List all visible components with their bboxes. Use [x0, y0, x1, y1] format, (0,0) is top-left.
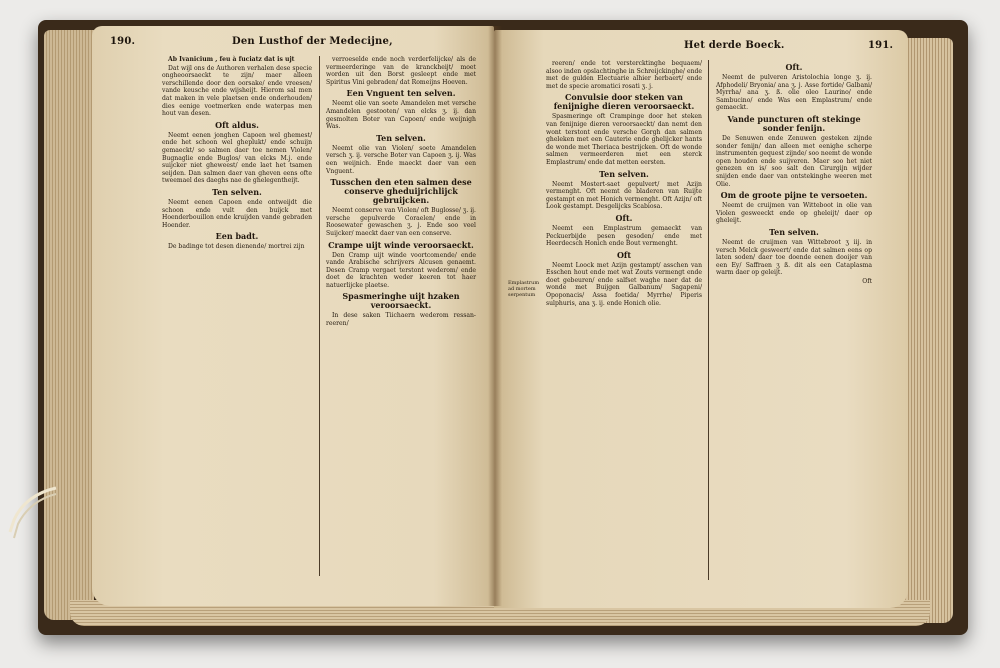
- margin-note: Emplastrum ad mortem serpentum: [508, 280, 540, 298]
- paragraph: Neemt een Emplastrum gemaeckt van Peckuerbijde pesen gesoden/ ende met Heerdecsch Honich ende Bout vermenght.: [546, 224, 702, 248]
- page-edges-right: [905, 38, 953, 623]
- section-heading: Een Vnguent ten selven.: [346, 88, 456, 99]
- paragraph: De Senuwen ende Zenuwen gesteken zijnde sonder fenijn/ dan alleen met eenighe scherpe instrumenten gequest zijnde/ soo neemt de wonde open houden ende suijveren. Maer soo het niet genezen en is/ soo salt den Cirurgijn wijder snijden ende daer van ontstekinghe weeren met Olie.: [716, 134, 872, 188]
- book-gutter: [488, 26, 502, 606]
- paragraph: Neemt de cruijmen van Wittebroot ʒ iij. in versch Melck gesweert/ ende dat salmen eens op laten soden/ daer toe doende eenen dooijer van een Ey/ Saffraen ʒ ß. dit als een Cataplasma warm daer op geleijt.: [716, 238, 872, 277]
- paragraph: De badinge tot desen dienende/ mortrei zijn: [168, 243, 305, 251]
- column-rule: [708, 60, 709, 580]
- page-number-right: 191.: [868, 40, 894, 51]
- section-heading: Ten selven.: [599, 168, 649, 179]
- column-rule: [319, 56, 320, 576]
- section-heading: Ten selven.: [769, 226, 819, 237]
- paragraph: Neemt conserve van Violen/ oft Buglosse/ ʒ. ij. versche gepulverde Coraelen/ ende in Roosewater gewaschen ʒ. j. Ende soo veel Suijcker/ maeckt daer van een conserve.: [326, 207, 476, 237]
- right-column-1: [546, 60, 702, 308]
- paragraph: Neemt eenen Capoen ende ontweijdt die schoon ende vult den buijck met Hoenderbouillon ende kruijden vande gebraden Hoender.: [162, 198, 312, 229]
- section-heading: Convulsie door steken van fenijnighe dieren veroorsaeckt.: [553, 92, 695, 112]
- section-heading: Een badt.: [215, 231, 259, 242]
- paragraph: Neemt Mostert-saet gepulvert/ met Azijn vermenght. Oft neemt de bladeren van Ruijte gestampt en met Honich vermenght. Oft Azijn/ oft Look gestampt. Desgelijcks Scabiosa.: [546, 180, 702, 211]
- section-heading: Ten selven.: [212, 186, 262, 197]
- right-page: [494, 30, 908, 608]
- paragraph: Den Cramp uijt winde voortcomende/ ende vande Arabische schrijvers Alcusen genaemt. Desen Cramp vergaet terstont wederom/ ende doet de krachten weder keeren tot haer natuerlijcke plaetse.: [326, 251, 476, 289]
- paragraph: verroeselde ende noch verderfelijcke/ als de vermeerderinge van de kranckheijt/ moet worden uit den Borst gesleept ende met Spiritus Vini gebraden/ dat Romeijns Hoeven.: [326, 56, 476, 86]
- section-heading: Spasmeringhe uijt hzaken veroorsaeckt.: [342, 291, 460, 311]
- left-column-1: [162, 56, 312, 252]
- paragraph: Neemt de cruijmen van Witteboot in olie van Violen gesweeckt ende op gheleijt/ daer op gheleijt.: [716, 202, 872, 225]
- section-heading: Oft: [616, 249, 632, 260]
- section-heading: Crampe uijt winde veroorsaeckt.: [328, 239, 474, 250]
- lead-line: Ab Ivanicium , feu à fuciatz dat is ujt: [168, 56, 295, 63]
- paragraph: Neemt eenen jonghen Capoen wel ghemest/ ende het schoon wel gheplukt/ ende schuijn gemaeckt/ so salmen daer toe nemen Violen/ Bugnaglie ende Buglos/ van elcks M.j. ende suijcker niet gheweest/ ende laet het tsamen seijden. Dan salmen daer van gheven eens ofte tweemael des daeghs nae de ghelegentheijt.: [162, 131, 312, 185]
- paragraph: reeren/ ende tot verstercktinghe bequaem/ alsoo inden opslachtinghe in Schreijckinghe/ ende met de gulden Electuarie alhier herbaert/ ende met de specie aromatici rosati ʒ. j.: [546, 60, 702, 90]
- running-head-right: Het derde Boeck.: [684, 40, 785, 51]
- paragraph: Neemt Loock met Azijn gestampt/ asschen van Esschen hout ende met wat Zouts vermengt ende doet gebeuren/ ende salfset waghe naer dat de wonde met Buijgen Galbanum/ Sagapeni/ Opoponacis/ Assa foetida/ Myrrhe/ Piperis sulphuris, ana ʒ. ij. ende Honich olie.: [546, 261, 702, 307]
- paragraph: Neemt de pulveren Aristolochia longe ʒ. ij. Afphodeli/ Bryonia/ ana ʒ. j. Asse fortide/ Galbani/ Myrrha/ ana ʒ. ß. olie oleo Laurino/ ende Sambucino/ ende Was een Emplastrum/ ende gemaeckt.: [716, 74, 872, 112]
- paragraph: Dat wijl ons de Authoren verhalen dese specie ongheoorsaeckt te zijn/ maer alleen verschillende door den oorsake/ ende vreesen/ vande keusche ende wijsheijt. Hierom sal men dat maken in vele plaetsen ende onderhouden/ dies eenige voetmerken ende waterpas men hout van desen.: [162, 64, 312, 118]
- section-heading: Om de groote pijne te versoeten.: [720, 190, 868, 201]
- ribbon-bookmark: [8, 480, 58, 540]
- paragraph: Spasmeringe oft Crampinge door het steken van fenijnige dieren veroorsaeckt/ dan nemt den wont terstont ende versche Gorgh dan salmen gheleken met een Cauterie ende ghelijcker hants de wonde met Theriaca bestrijcken. Oft de wonde salmen vermeerderen met een sterck Emplastrum/ ende dat metten eersten.: [546, 113, 702, 166]
- section-heading: Oft aldus.: [215, 119, 259, 130]
- right-column-2: [716, 60, 872, 286]
- paragraph: In dese saken Tiichaern wederom ressan- reeren/: [326, 312, 476, 328]
- section-heading: Oft.: [785, 62, 803, 72]
- paragraph: Neemt olie van soete Amandelen met versche Amandelen gestooten/ van elcks ʒ. ij. dan gesmolten Boter van Capoen/ ende weijnigh Was.: [326, 100, 476, 131]
- section-heading: Vande puncturen oft stekinge sonder fenijn.: [727, 113, 861, 133]
- running-head-left: Den Lusthof der Medecijne,: [232, 36, 393, 47]
- page-number-left: 190.: [110, 36, 136, 47]
- section-heading: Tusschen den eten salmen dese conserve gheduijrichlijck gebruijcken.: [330, 177, 472, 206]
- left-column-2: [326, 56, 476, 329]
- section-heading: Ten selven.: [376, 132, 426, 143]
- section-heading: Oft.: [615, 212, 633, 223]
- paragraph: Neemt olie van Violen/ soete Amandelen versch ʒ. ij. versche Boter van Capoen ʒ. ij. Was een weijnich. Ende maeckt daer van een Vnguent.: [326, 144, 476, 175]
- catchword: Oft: [862, 277, 872, 285]
- left-page: [92, 26, 494, 606]
